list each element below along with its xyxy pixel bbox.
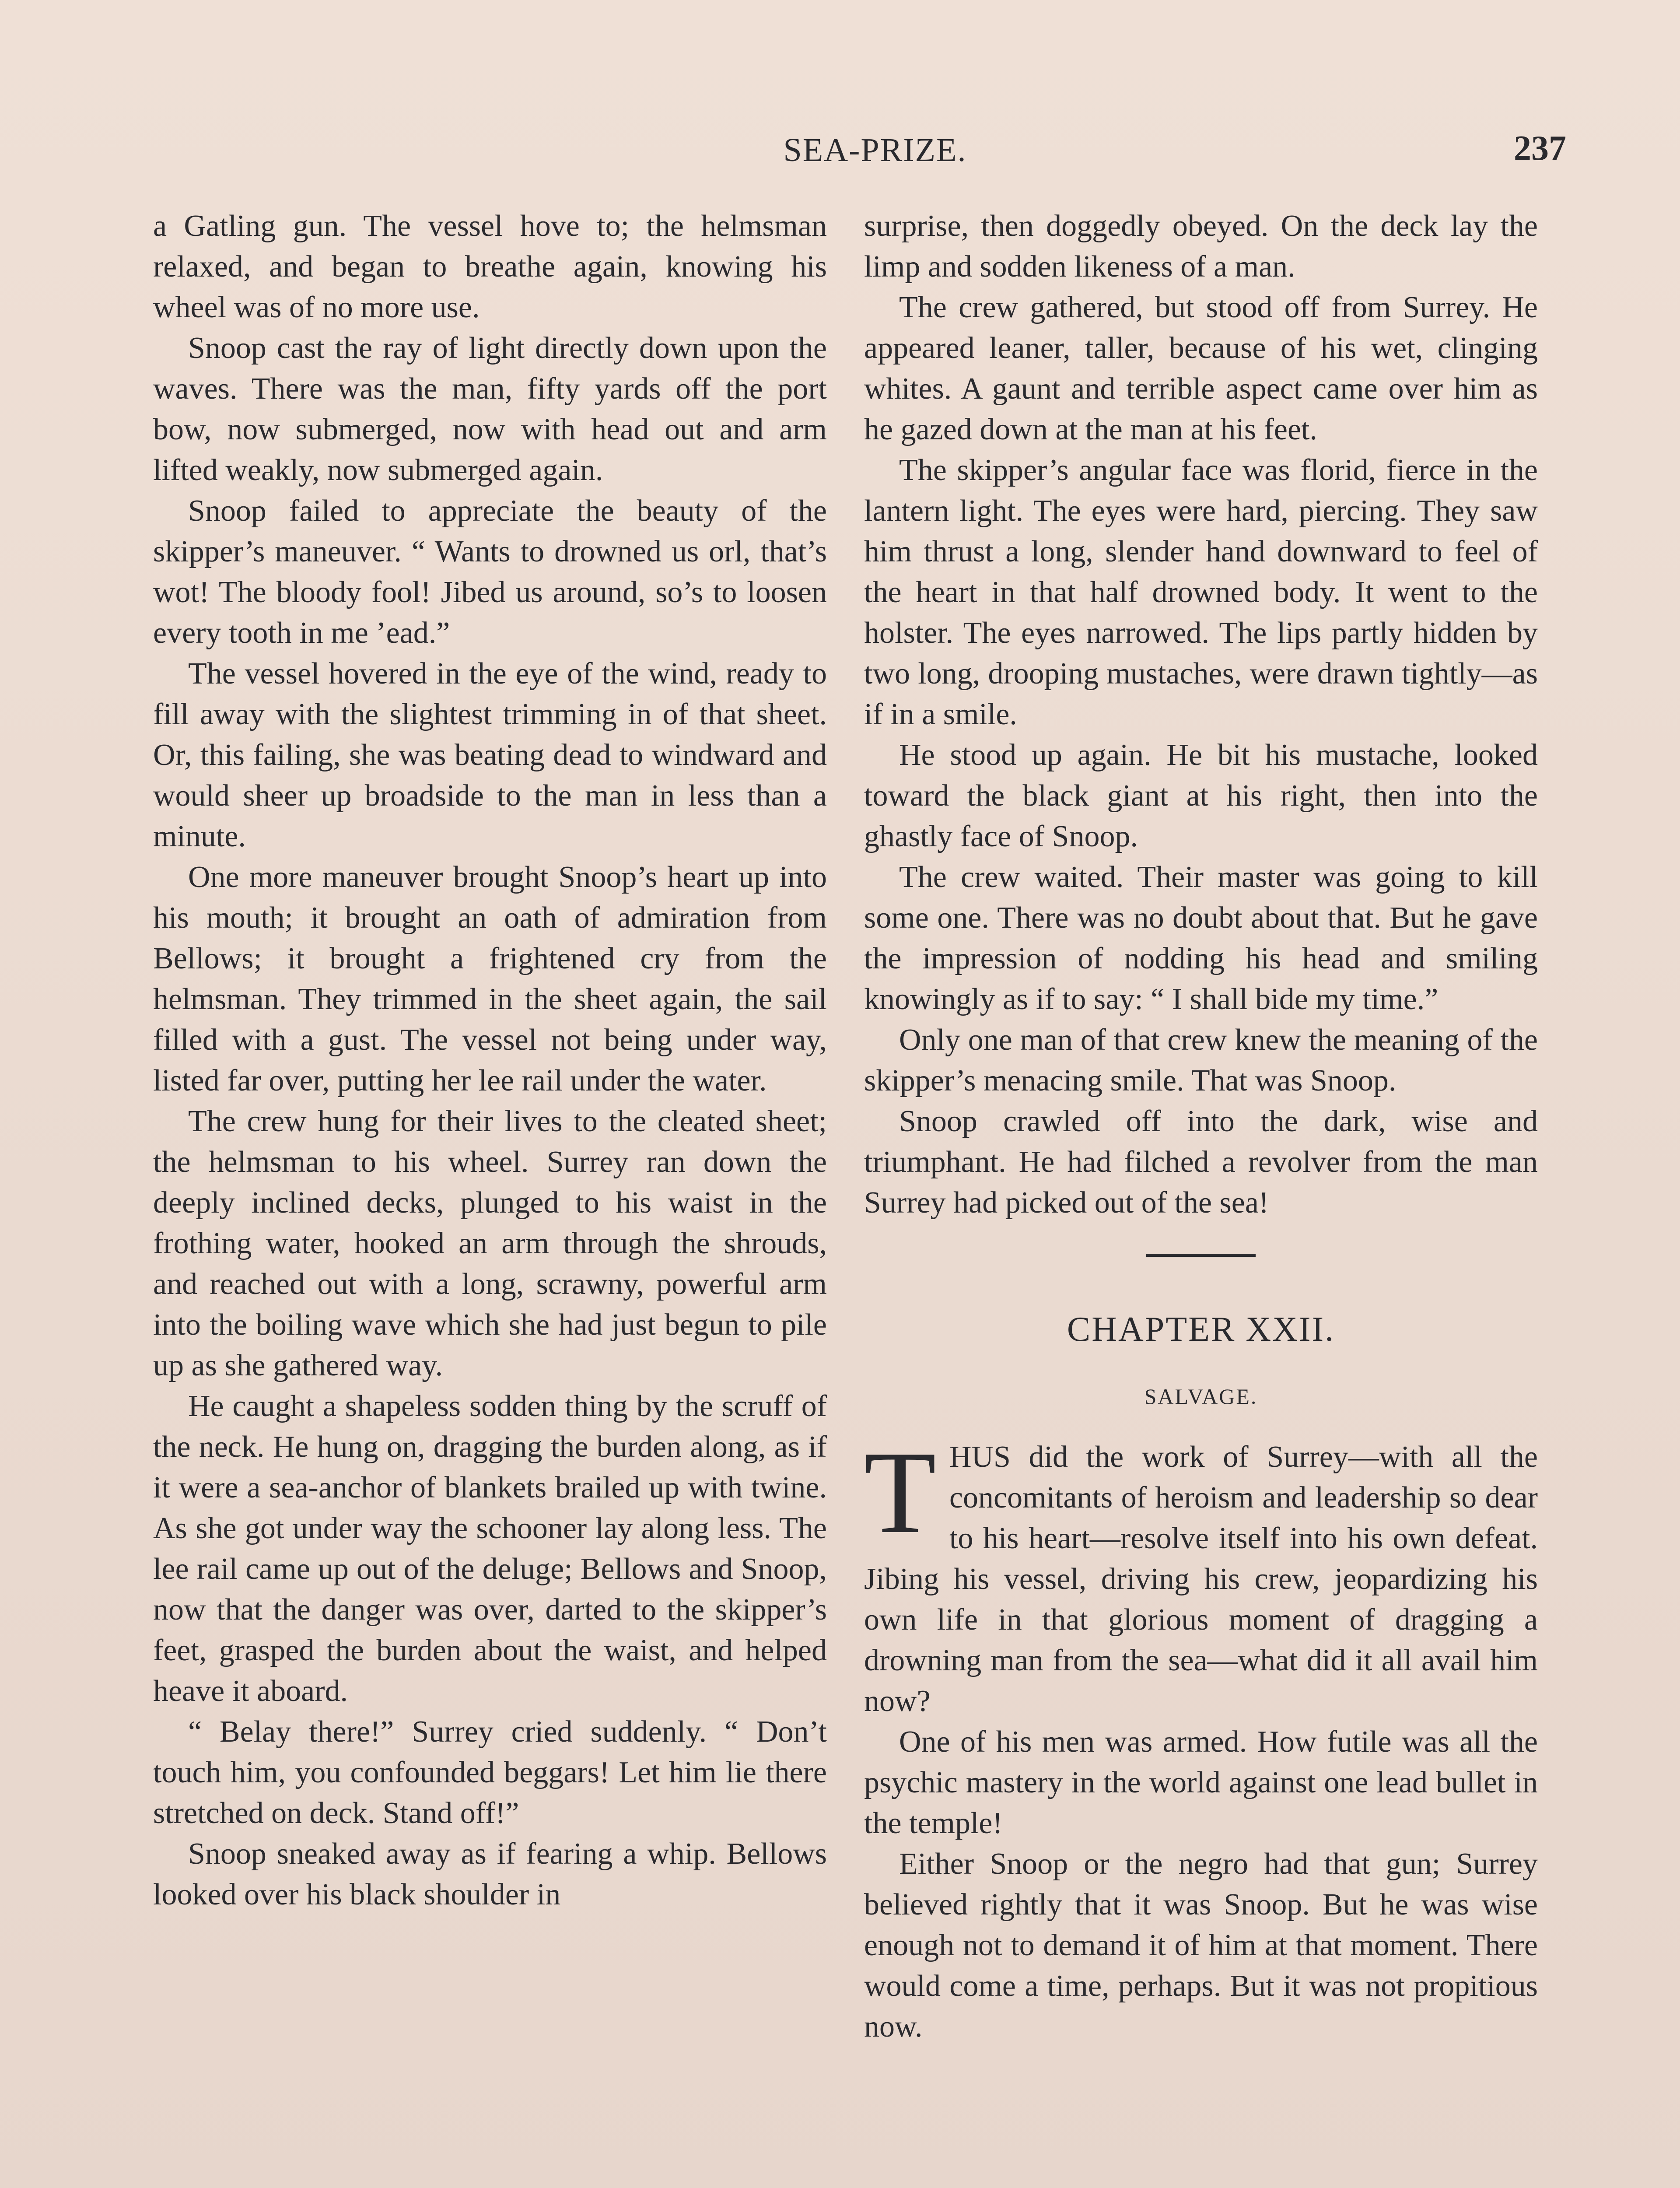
running-title: SEA-PRIZE.: [783, 132, 967, 168]
running-head: [0, 131, 1680, 184]
opening-text: HUS did the work of Surrey—with all the concomitants of heroism and leadership so dear to his heart—resolve itself into his own defeat. Jibing his vessel, driving his crew, jeopardizing his own life in that glorious moment of dragging a drowning man from the sea—what did it all avail him now?: [864, 1440, 1538, 1718]
paragraph: surprise, then doggedly obeyed. On the deck lay the limp and sodden likeness of a man.: [864, 209, 1538, 284]
chapter-title: CHAPTER XXII.: [1067, 1310, 1335, 1349]
paragraph: a Gatling gun. The vessel hove to; the helmsman relaxed, and began to breathe again, knowing his wheel was of no more use.: [153, 209, 827, 324]
paragraph: The crew gathered, but stood off from Surrey. He appeared leaner, taller, because of his wet, clinging whites. A gaunt and terrible aspect came over him as he gazed down at the man at his feet.: [864, 291, 1538, 446]
paragraph: Snoop cast the ray of light directly down upon the waves. There was the man, fifty yards off the port bow, now submerged, now with head out and arm lifted weakly, now submerged again.: [153, 331, 827, 487]
paragraph: Only one man of that crew knew the meaning of the skipper’s menacing smile. That was Snoop.: [864, 1023, 1538, 1098]
page-number: 237: [1514, 129, 1566, 168]
paragraph: He stood up again. He bit his mustache, looked toward the black giant at his right, then into the ghastly face of Snoop.: [864, 738, 1538, 853]
paragraph: The vessel hovered in the eye of the wind, ready to fill away with the slightest trimming in of that sheet. Or, this failing, she was beating dead to windward and would sheer up broadside to the man in less than a minute.: [153, 657, 827, 853]
chapter-opening-paragraph: [864, 1427, 1538, 1722]
paragraph: He caught a shapeless sodden thing by the scruff of the neck. He hung on, dragging the burden along, as if it were a sea-anchor of blankets brailed up with twine. As she got under way the schooner lay along less. The lee rail came up out of the deluge; Bellows and Snoop, now that the danger was over, darted to the skipper’s feet, grasped the burden about the waist, and helped heave it aboard.: [153, 1389, 827, 1708]
left-column: [153, 206, 827, 1915]
section-divider: [1146, 1254, 1256, 1257]
paragraph: The crew waited. Their master was going to kill some one. There was no doubt about that. But he gave the impression of nodding his head and smiling knowingly as if to say: “ I shall bide my time.”: [864, 860, 1538, 1016]
paragraph: The crew hung for their lives to the cleated sheet; the helmsman to his wheel. Surrey ran down the deeply inclined decks, plunged to his waist in the frothing water, hooked an arm through the shrouds, and reached out with a long, scrawny, powerful arm into the boiling wave which she had just begun to pile up as she gathered way.: [153, 1105, 827, 1382]
paragraph: The skipper’s angular face was florid, fierce in the lantern light. The eyes were hard, piercing. They saw him thrust a long, slender hand downward to feel of the heart in that half drowned body. It went to the holster. The eyes narrowed. The lips partly hidden by two long, drooping mustaches, were drawn tightly—as if in a smile.: [864, 453, 1538, 731]
paragraph: Snoop failed to appreciate the beauty of the skipper’s maneuver. “ Wants to drowned us orl, that’s wot! The bloody fool! Jibed us around, so’s to loosen every tooth in me ’ead.”: [153, 494, 827, 650]
paragraph: Snoop crawled off into the dark, wise and triumphant. He had filched a revolver from the man Surrey had picked out of the sea!: [864, 1105, 1538, 1220]
paragraph: Snoop sneaked away as if fearing a whip. Bellows looked over his black shoulder in: [153, 1837, 827, 1911]
drop-cap: T: [864, 1427, 936, 1558]
paragraph: One of his men was armed. How futile was all the psychic mastery in the world against one lead bullet in the temple!: [864, 1725, 1538, 1840]
paragraph: One more maneuver brought Snoop’s heart up into his mouth; it brought an oath of admiration from Bellows; it brought a frightened cry from the helmsman. They trimmed in the sheet again, the sail filled with a gust. The vessel not being under way, listed far over, putting her lee rail under the water.: [153, 860, 827, 1098]
paragraph: “ Belay there!” Surrey cried suddenly. “ Don’t touch him, you confounded beggars! Let him lie there stretched on deck. Stand off!”: [153, 1715, 827, 1830]
paragraph: Either Snoop or the negro had that gun; Surrey believed rightly that it was Snoop. But he was wise enough not to demand it of him at that moment. There would come a time, perhaps. But it was not propitious now.: [864, 1847, 1538, 2044]
chapter-subtitle: SALVAGE.: [1144, 1384, 1258, 1409]
right-column: [864, 206, 1538, 2047]
